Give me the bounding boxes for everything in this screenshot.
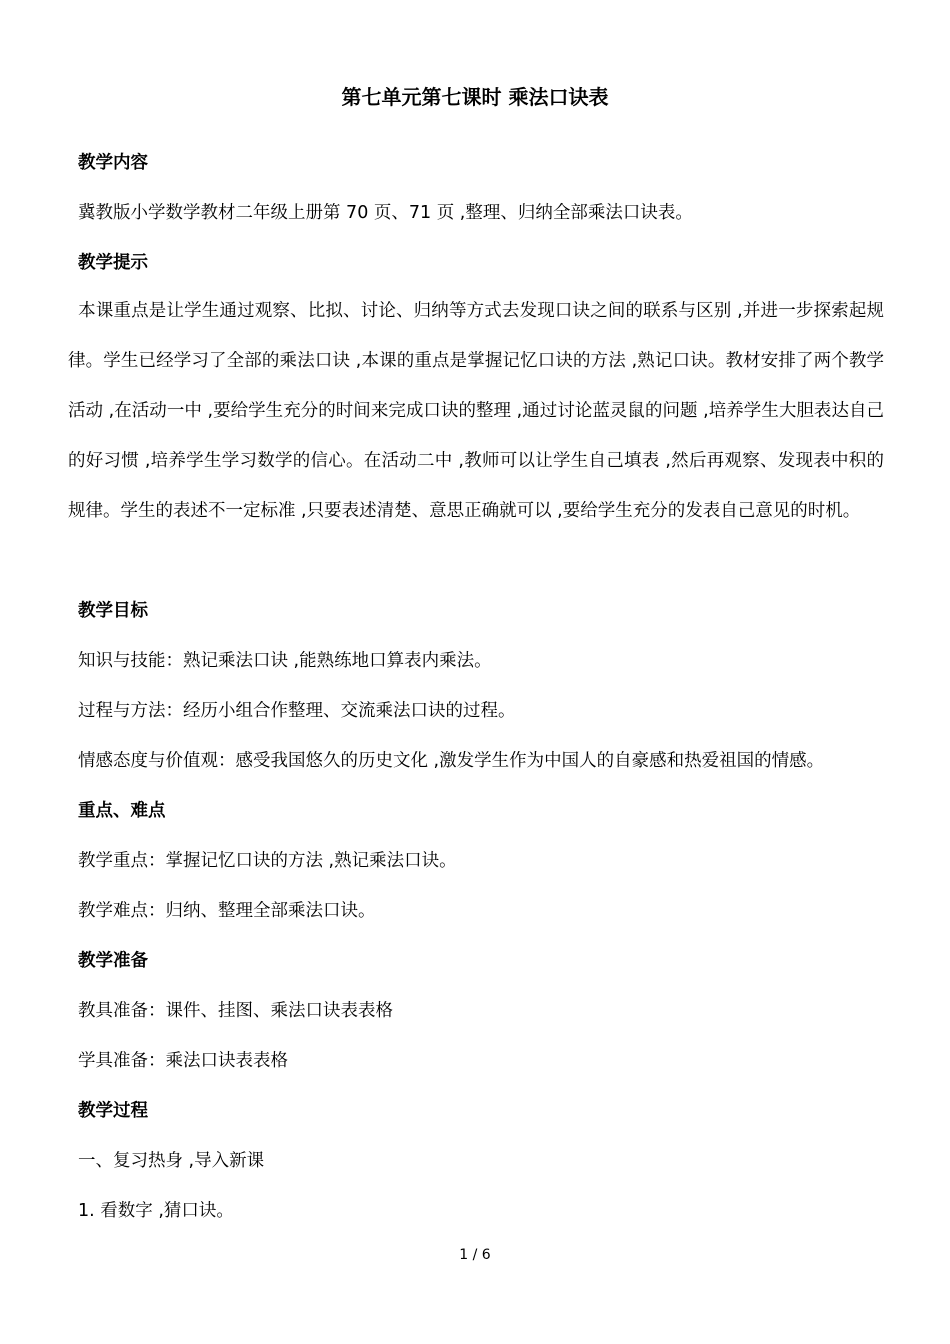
heading-teaching-process: 教学过程 <box>78 1101 148 1121</box>
text-prep-teacher: 教具准备：课件、挂图、乘法口诀表表格 <box>78 1001 393 1021</box>
heading-teaching-prep: 教学准备 <box>78 951 148 971</box>
text-teaching-content: 冀教版小学数学教材二年级上册第 70 页、71 页 ,整理、归纳全部乘法口诀表。 <box>78 203 693 223</box>
heading-key-points: 重点、难点 <box>78 801 166 821</box>
text-prep-student: 学具准备：乘法口诀表表格 <box>78 1051 288 1071</box>
page-indicator: 1 / 6 <box>459 1247 491 1263</box>
document-title: 第七单元第七课时 乘法口诀表 <box>341 85 609 109</box>
heading-teaching-hint: 教学提示 <box>78 253 148 273</box>
text-goal-knowledge: 知识与技能：熟记乘法口诀 ,能熟练地口算表内乘法。 <box>78 651 492 671</box>
text-difficult-point: 教学难点：归纳、整理全部乘法口诀。 <box>78 901 376 921</box>
paragraph-teaching-hint <box>68 286 884 536</box>
text-goal-process: 过程与方法：经历小组合作整理、交流乘法口诀的过程。 <box>78 701 516 721</box>
text-process-step1-1: 1. 看数字 ,猜口诀。 <box>78 1201 234 1221</box>
text-process-step1: 一、复习热身 ,导入新课 <box>78 1151 265 1171</box>
text-goal-attitude: 情感态度与价值观：感受我国悠久的历史文化 ,激发学生作为中国人的自豪感和热爱祖国的情感。 <box>78 751 825 771</box>
text-key-point: 教学重点：掌握记忆口诀的方法 ,熟记乘法口诀。 <box>78 851 457 871</box>
heading-teaching-goals: 教学目标 <box>78 601 148 621</box>
heading-teaching-content: 教学内容 <box>78 153 148 173</box>
text-teaching-hint: 本课重点是让学生通过观察、比拟、讨论、归纳等方式去发现口诀之间的联系与区别 ,并进一步探索起规律。学生已经学习了全部的乘法口诀 ,本课的重点是掌握记忆口诀的方法 ,熟记口诀。教材安排了两个教学活动 ,在活动一中 ,要给学生充分的时间来完成口诀的整理 ,通过讨论蓝灵鼠的问题 ,培养学生大胆表达自己的好习惯 ,培养学生学习数学的信心。在活动二中 ,教师可以让学生自己填表 ,然后再观察、发现表中积的规律。学生的表述不一定标准 ,只要表述清楚、意思正确就可以 ,要给学生充分的发表自己意见的时机。 <box>68 301 884 521</box>
